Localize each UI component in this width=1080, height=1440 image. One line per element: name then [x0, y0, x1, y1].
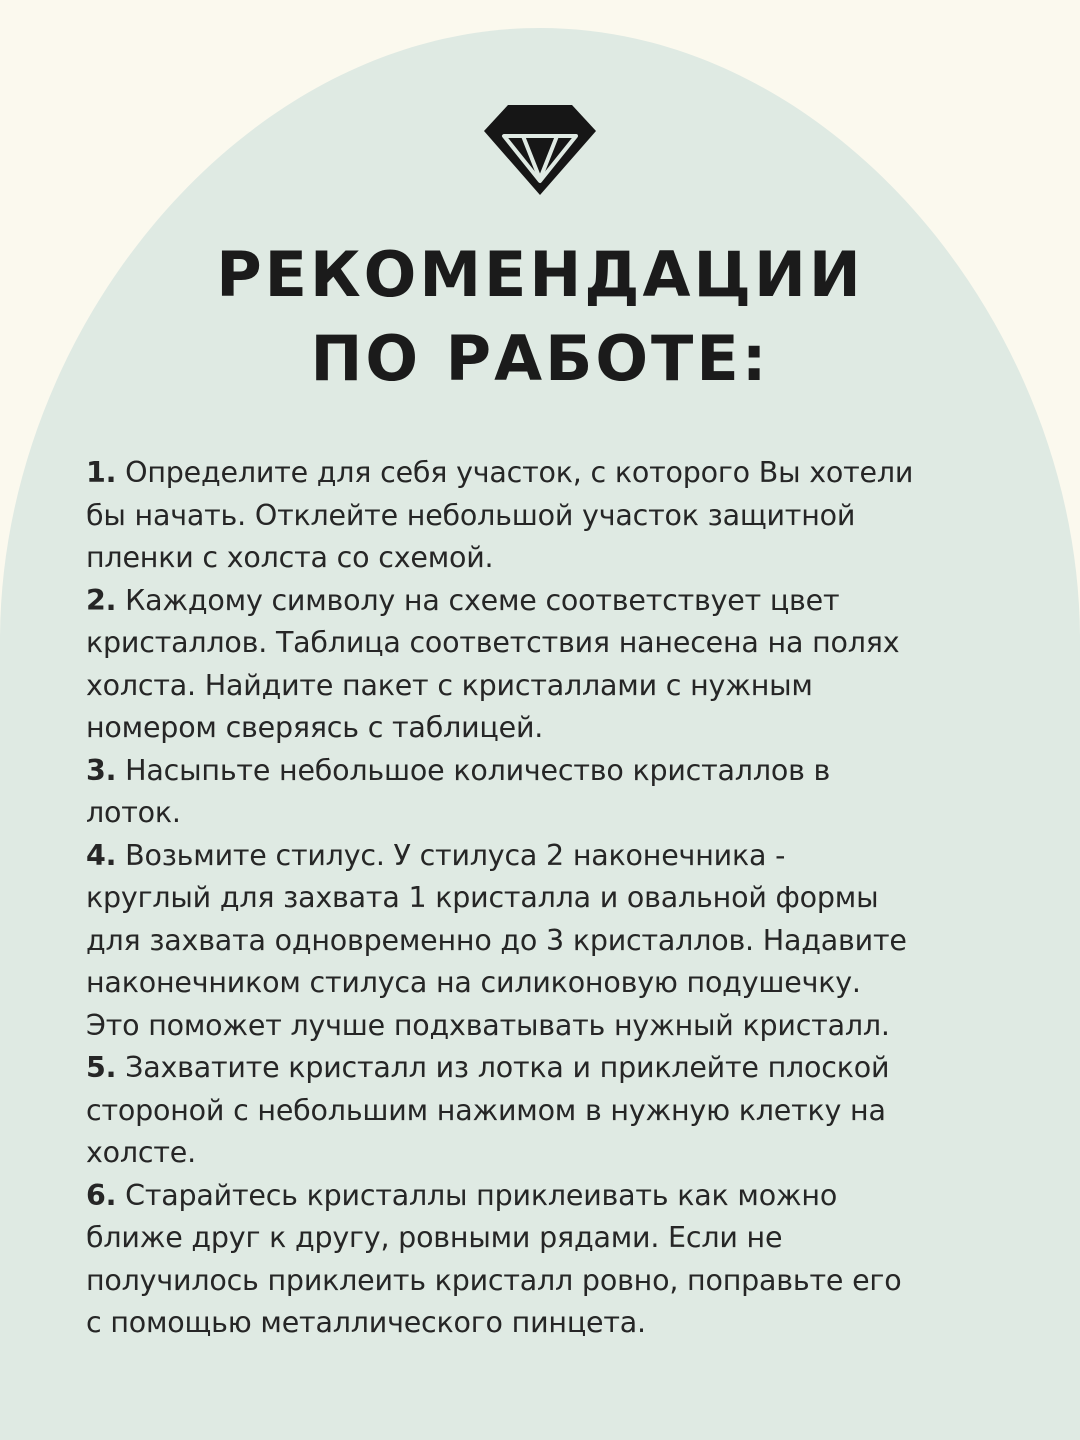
- step-text-line: ближе друг к другу, ровными рядами. Если не: [86, 1221, 783, 1254]
- step-item: [86, 835, 1046, 1048]
- steps-list: [86, 452, 1046, 1345]
- step-text-line: Это поможет лучше подхватывать нужный кристалл.: [86, 1008, 890, 1042]
- step-number: 3.: [86, 753, 117, 787]
- step-text-line: Насыпьте небольшое количество кристаллов в: [125, 753, 831, 787]
- title-line-2: ПО РАБОТЕ:: [310, 322, 770, 395]
- step-text-line: пленки с холста со схемой.: [86, 541, 494, 574]
- diamond-icon: [482, 103, 598, 197]
- step-text-line: стороной с небольшим нажимом в нужную клетку на: [86, 1093, 886, 1127]
- step-text-line: кристаллов. Таблица соответствия нанесена на полях: [86, 626, 900, 659]
- step-text-line: холста. Найдите пакет с кристаллами с нужным: [86, 668, 813, 702]
- step-text-line: Захватите кристалл из лотка и приклейте плоской: [125, 1051, 890, 1084]
- title-line-1: РЕКОМЕНДАЦИИ: [216, 238, 864, 311]
- step-item: [86, 452, 1046, 580]
- step-item: [86, 1047, 1046, 1175]
- step-text-line: Старайтесь кристаллы приклеивать как можно: [125, 1178, 838, 1212]
- step-text-line: Каждому символу на схеме соответствует цвет: [125, 583, 840, 617]
- step-text-line: номером сверяясь с таблицей.: [86, 711, 544, 744]
- step-text-line: с помощью металлического пинцета.: [86, 1306, 646, 1339]
- step-number: 6.: [86, 1178, 117, 1212]
- step-text-line: Определите для себя участок, с которого Вы хотели: [125, 456, 914, 489]
- step-text-line: Возьмите стилус. У стилуса 2 наконечника -: [125, 838, 786, 872]
- step-text-line: лоток.: [86, 796, 181, 829]
- step-text-line: наконечником стилуса на силиконовую подушечку.: [86, 966, 861, 999]
- step-text-line: для захвата одновременно до 3 кристаллов. Надавите: [86, 923, 907, 957]
- step-text-line: бы начать. Отклейте небольшой участок защитной: [86, 498, 856, 532]
- page-title: [0, 233, 1080, 401]
- step-number: 4.: [86, 838, 117, 872]
- step-item: [86, 1175, 1046, 1345]
- step-text-line: холсте.: [86, 1136, 196, 1169]
- step-number: 5.: [86, 1051, 117, 1084]
- step-text-line: круглый для захвата 1 кристалла и овальной формы: [86, 881, 879, 914]
- step-item: [86, 580, 1046, 750]
- step-item: [86, 750, 1046, 835]
- step-number: 1.: [86, 456, 117, 489]
- step-number: 2.: [86, 583, 117, 617]
- step-text-line: получилось приклеить кристалл ровно, поправьте его: [86, 1263, 902, 1297]
